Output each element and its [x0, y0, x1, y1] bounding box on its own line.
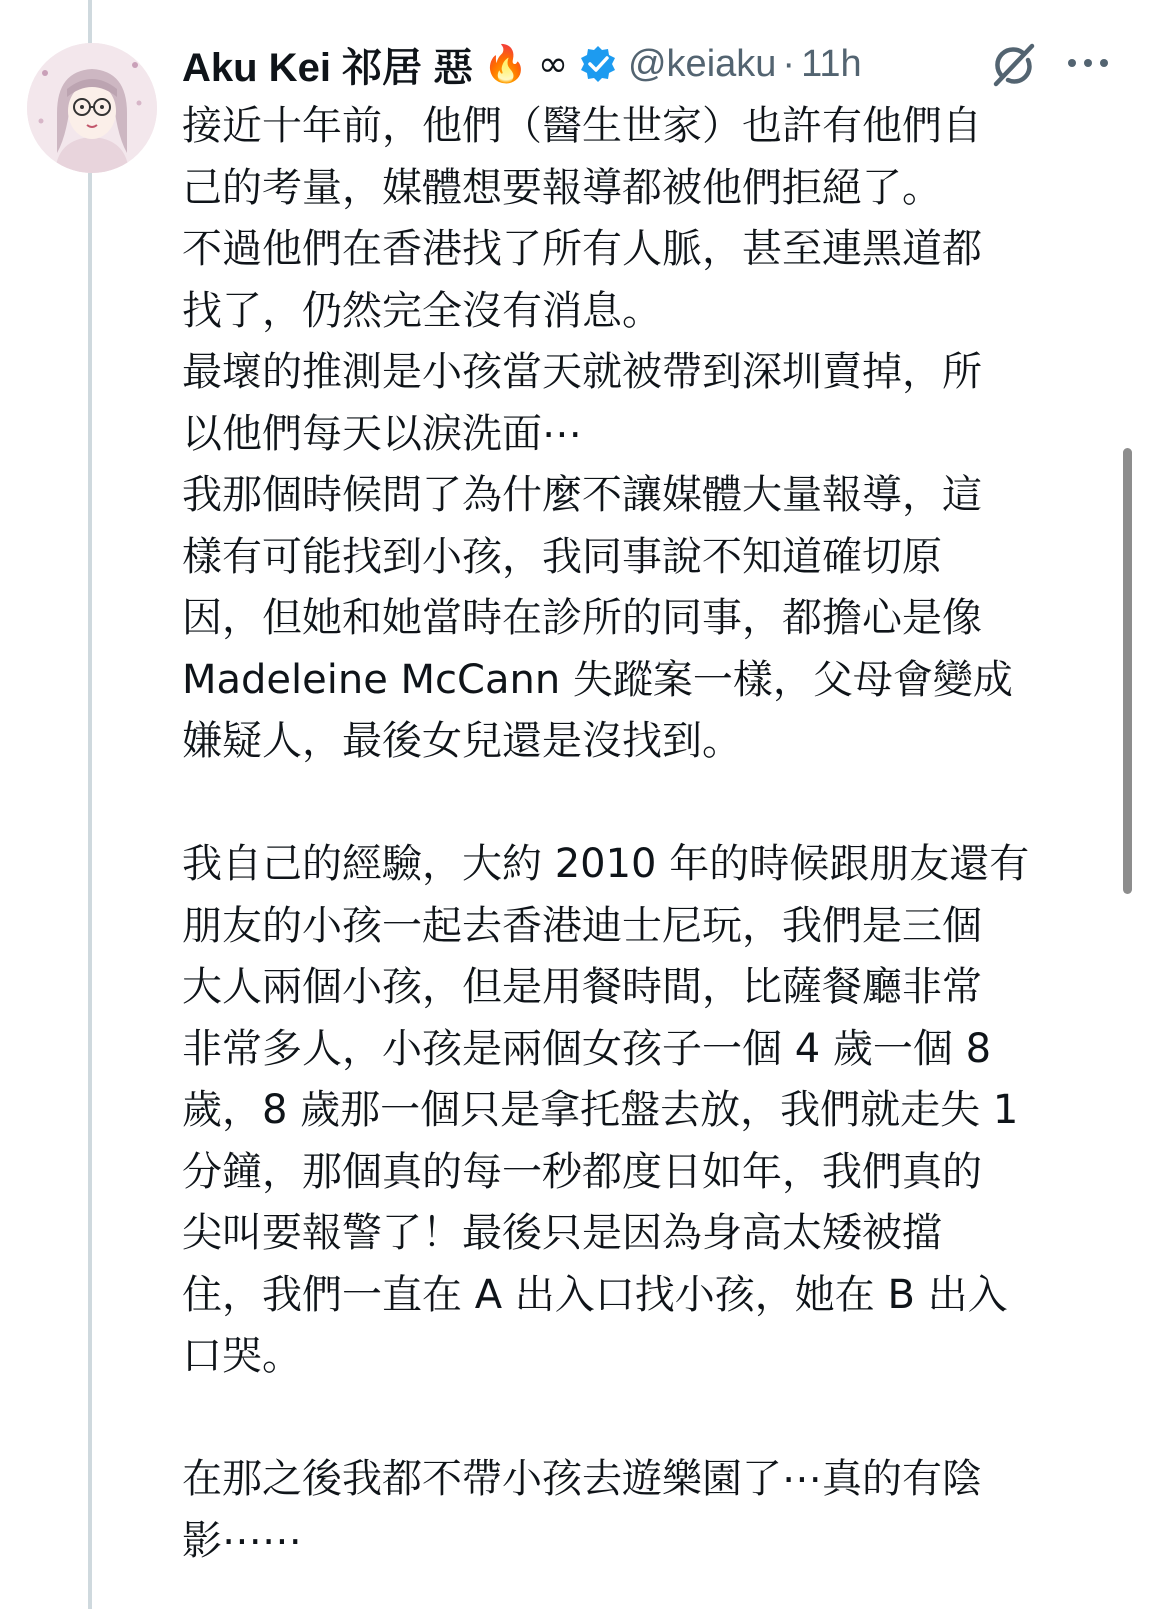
tweet-line: 己的考量，媒體想要報導都被他們拒絕了。 [182, 164, 942, 211]
fire-emoji: 🔥 [483, 44, 528, 85]
avatar-illustration [27, 43, 157, 173]
grok-icon[interactable] [988, 40, 1038, 88]
tweet-line: 因，但她和她當時在診所的同事，都擔心是像 [182, 595, 982, 641]
tweet-line: 口哭。 [182, 1333, 302, 1379]
tweet-line: 我那個時候問了為什麼不讓媒體大量報導，這 [182, 472, 982, 518]
tweet-text [182, 96, 1094, 1572]
tweet-line: 在那之後我都不帶小孩去遊樂園了⋯真的有陰 [182, 1456, 982, 1502]
author-handle[interactable]: @keiaku [627, 42, 777, 85]
tweet-line: 尖叫要報警了！最後只是因為身高太矮被擋 [182, 1210, 942, 1256]
paragraph-gap [182, 1388, 1094, 1450]
paragraph-gap [182, 773, 1094, 835]
tweet-timestamp[interactable]: 11h [801, 42, 862, 85]
tweet-line: 非常多人，小孩是兩個女孩子一個 4 歲一個 8 [182, 1025, 992, 1072]
tweet-line: 樣有可能找到小孩，我同事說不知道確切原 [182, 533, 942, 580]
tweet-line: 朋友的小孩一起去香港迪士尼玩，我們是三個 [182, 902, 982, 949]
tweet-line: 我自己的經驗，大約 2010 年的時候跟朋友還有 [182, 841, 1030, 887]
tweet-line: 找了，仍然完全沒有消息。 [182, 287, 662, 334]
tweet-line: 不過他們在香港找了所有人脈，甚至連黑道都 [182, 226, 982, 272]
tweet-line: 以他們每天以淚洗面⋯ [182, 410, 582, 457]
author-display-name[interactable]: Aku Kei 祁居 惡 [182, 45, 474, 90]
separator-dot: · [782, 42, 796, 85]
author-avatar[interactable] [27, 43, 157, 173]
infinity-glyph: ∞ [537, 43, 568, 85]
tweet-line: 嫌疑人，最後女兒還是沒找到。 [182, 718, 742, 764]
tweet-line: Madeleine McCann 失蹤案一樣，父母會變成 [182, 656, 1013, 703]
scrollbar-thumb[interactable] [1123, 448, 1132, 894]
tweet-line: 歲，8 歲那一個只是拿托盤去放，我們就走失 1 [182, 1087, 1019, 1133]
tweet-line: 影⋯⋯ [182, 1517, 302, 1564]
tweet-line: 分鐘，那個真的每一秒都度日如年，我們真的 [182, 1148, 982, 1195]
tweet-line: 住，我們一直在 A 出入口找小孩，她在 B 出入 [182, 1271, 1008, 1318]
verified-badge-icon[interactable] [578, 44, 618, 84]
tweet-line: 最壞的推測是小孩當天就被帶到深圳賣掉，所 [182, 349, 982, 395]
thread-line [88, 0, 92, 1609]
tweet-line: 大人兩個小孩，但是用餐時間，比薩餐廳非常 [182, 964, 982, 1010]
tweet-line: 接近十年前，他們（醫生世家）也許有他們自 [182, 103, 982, 149]
more-options-icon[interactable] [1063, 48, 1113, 78]
